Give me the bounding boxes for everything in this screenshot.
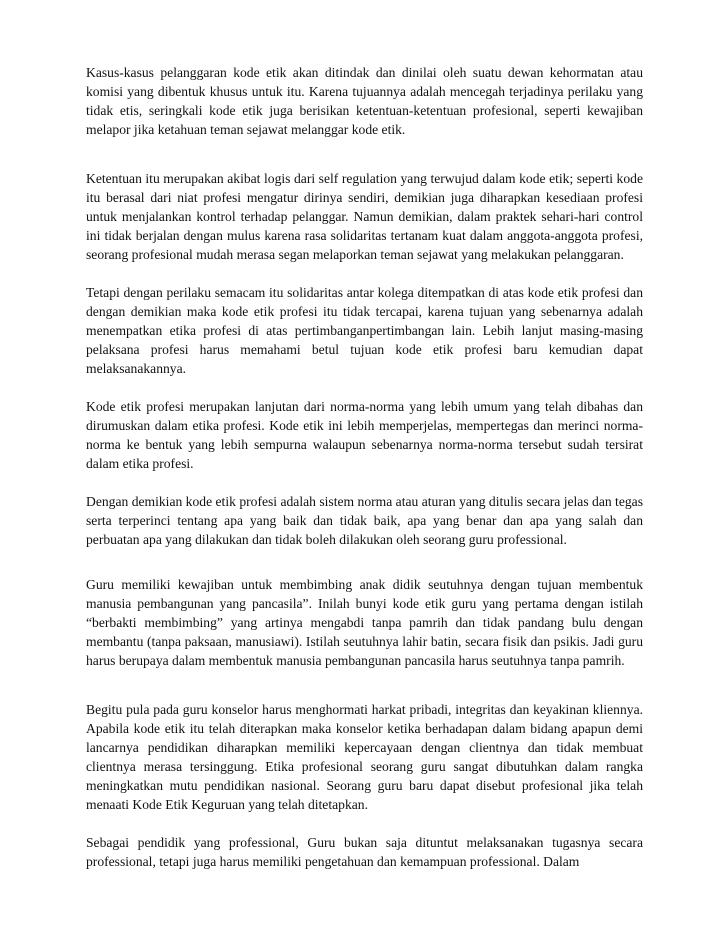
paragraph-spacer <box>86 473 643 492</box>
paragraph-spacer <box>86 264 643 283</box>
paragraph-6: Guru memiliki kewajiban untuk membimbing anak didik seutuhnya dengan tujuan membentuk manusia pembangunan yang pancasila”. Inilah bunyi kode etik guru yang pertama dengan istilah “berbakti membimbing” yang artinya mengabdi tanpa pamrih dan tidak pandang bulu dengan membantu (tanpa paksaan, manusiawi). Istilah seutuhnya lahir batin, secara fisik dan psikis. Jadi guru harus berupaya dalam membentuk manusia pembangunan pancasila harus seutuhnya tanpa pamrih. <box>86 577 643 668</box>
paragraph-8: Sebagai pendidik yang professional, Guru bukan saja dituntut melaksanakan tugasnya secara professional, tetapi juga harus memiliki pengetahuan dan kemampuan professional. Dalam <box>86 835 643 869</box>
paragraph-4: Kode etik profesi merupakan lanjutan dari norma-norma yang lebih umum yang telah dibahas dan dirumuskan dalam etika profesi. Kode etik ini lebih memperjelas, mempertegas dan merinci norma-norma ke bentuk yang lebih sempurna walaupun sebenarnya norma-norma tersebut sudah tersirat dalam etika profesi. <box>86 399 643 471</box>
paragraph-2: Ketentuan itu merupakan akibat logis dari self regulation yang terwujud dalam kode etik; seperti kode itu berasal dari niat profesi mengatur dirinya sendiri, demikian juga diharapkan kesediaan profesi untuk menjalankan kontrol terhadap pelanggar. Namun demikian, dalam praktek sehari-hari control ini tidak berjalan dengan mulus karena rasa solidaritas tertanam kuat dalam anggota-anggota profesi, seorang profesional mudah merasa segan melaporkan teman sejawat yang melakukan pelanggaran. <box>86 171 643 262</box>
paragraph-3: Tetapi dengan perilaku semacam itu solidaritas antar kolega ditempatkan di atas kode etik profesi dan dengan demikian maka kode etik profesi itu tidak tercapai, karena tujuan yang sebenarnya adalah menempatkan etika profesi di atas pertimbanganpertimbangan lain. Lebih lanjut masing-masing pelaksana profesi harus memahami betul tujuan kode etik profesi baru kemudian dapat melaksanakannya. <box>86 285 643 376</box>
paragraph-5: Dengan demikian kode etik profesi adalah sistem norma atau aturan yang ditulis secara jelas dan tegas serta terperinci tentang apa yang baik dan tidak baik, apa yang benar dan apa yang salah dan perbuatan apa yang dilakukan dan tidak boleh dilakukan oleh seorang guru professional. <box>86 494 643 547</box>
paragraph-1: Kasus-kasus pelanggaran kode etik akan ditindak dan dinilai oleh suatu dewan kehormatan atau komisi yang dibentuk khusus untuk itu. Karena tujuannya adalah mencegah terjadinya perilaku yang tidak etis, seringkali kode etik juga berisikan ketentuan-ketentuan profesional, seperti kewajiban melapor jika ketahuan teman sejawat melanggar kode etik. <box>86 65 643 137</box>
paragraph-spacer <box>86 378 643 397</box>
paragraph-7: Begitu pula pada guru konselor harus menghormati harkat pribadi, integritas dan keyakinan kliennya. Apabila kode etik itu telah diterapkan maka konselor ketika berhadapan dalam bidang apapun demi lancarnya pendidikan diharapkan memiliki kepercayaan dengan clientnya dan tidak membuat clientnya merasa tersinggung. Etika profesional seorang guru sangat dibutuhkan dalam rangka meningkatkan mutu pendidikan nasional. Seorang guru baru dapat disebut profesional jika telah menaati Kode Etik Keguruan yang telah ditetapkan. <box>86 702 643 812</box>
document-page <box>86 63 643 871</box>
paragraph-spacer <box>86 549 643 575</box>
paragraph-spacer <box>86 814 643 833</box>
paragraph-spacer <box>86 139 643 169</box>
paragraph-spacer <box>86 670 643 700</box>
